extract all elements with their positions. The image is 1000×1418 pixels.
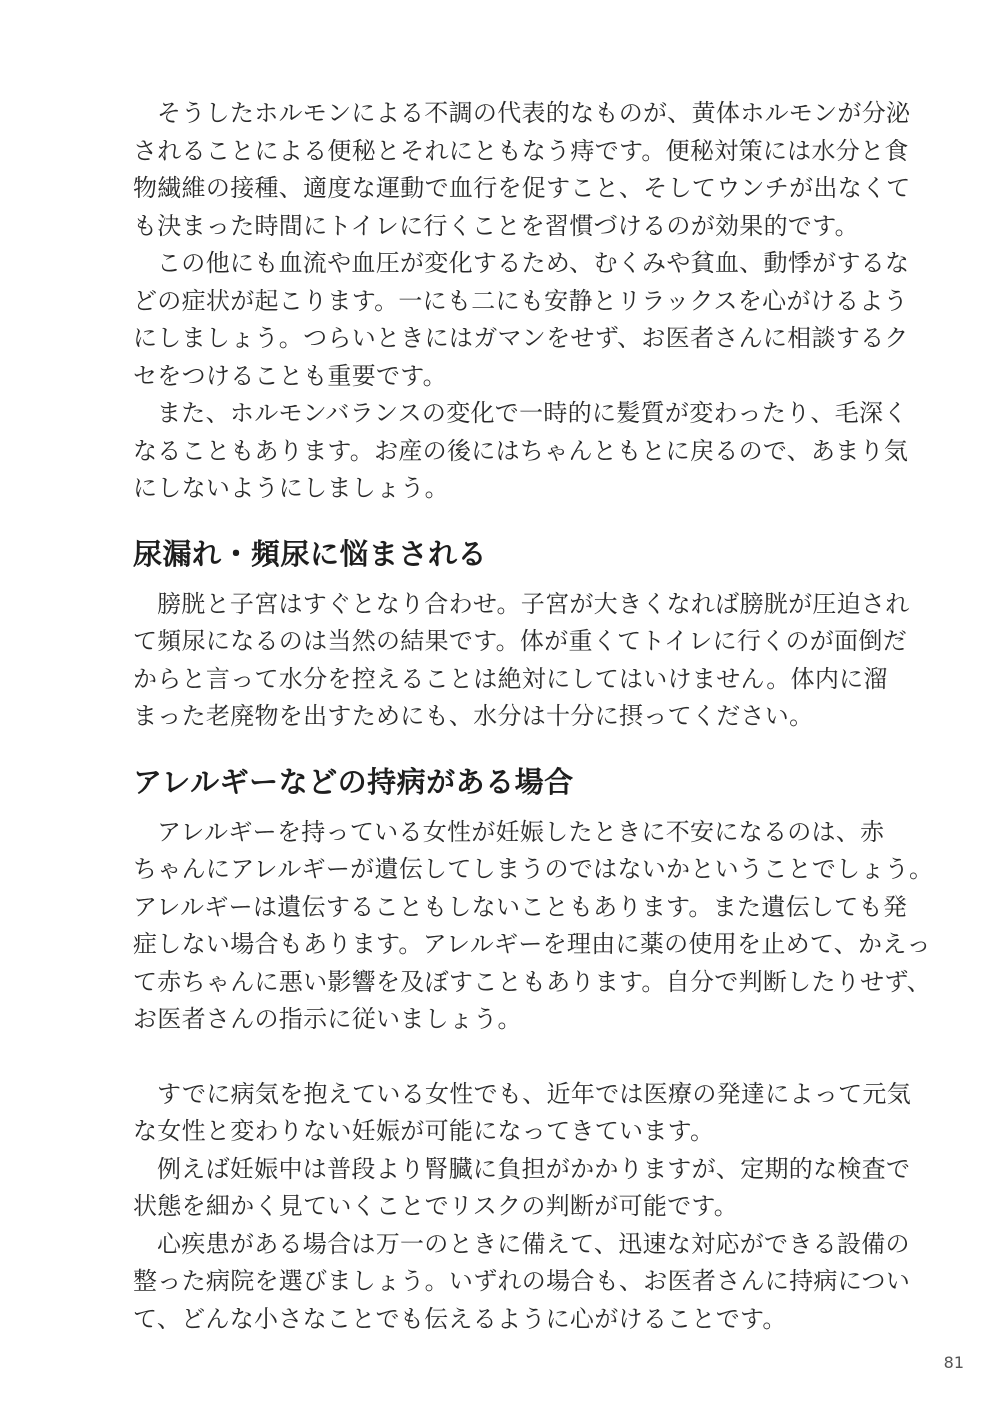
text-line: からと言って水分を控えることは絶対にしてはいけません。体内に溜: [133, 664, 888, 693]
text-line: されることによる便秘とそれにともなう痔です。便秘対策には水分と食: [133, 136, 909, 165]
text-line: 例えば妊娠中は普段より腎臓に負担がかかりますが、定期的な検査で: [157, 1154, 911, 1183]
text-line: また、ホルモンバランスの変化で一時的に髪質が変わったり、毛深く: [157, 399, 908, 427]
text-line: にしましょう。つらいときにはガマンをせず、お医者さんに相談するク: [133, 324, 909, 352]
section-hormone-text: [133, 95, 911, 508]
paragraph-gap: [133, 1039, 893, 1076]
page-number: 81: [943, 1353, 964, 1372]
text-line: すでに病気を抱えている女性でも、近年では医療の発達によって元気: [157, 1079, 912, 1108]
heading-urinary: 尿漏れ・頻尿に悩まされる: [133, 536, 488, 571]
text-line: て赤ちゃんに悪い影響を及ぼすこともあります。自分で判断したりせず、: [133, 967, 932, 996]
text-line: この他にも血流や血圧が変化するため、むくみや貧血、動悸がするな: [157, 249, 910, 277]
text-line: まった老廃物を出すためにも、水分は十分に摂ってください。: [133, 702, 814, 730]
text-line: どの症状が起こります。一にも二にも安静とリラックスを心がけるよう: [133, 286, 908, 315]
text-line: て頻尿になるのは当然の結果です。体が重くてトイレに行くのが面倒だ: [133, 627, 907, 655]
text-line: 症しない場合もあります。アレルギーを理由に薬の使用を止めて、かえっ: [133, 930, 931, 958]
text-line: アレルギーは遺伝することもしないこともあります。また遺伝しても発: [133, 892, 908, 921]
text-line: ちゃんにアレルギーが遺伝してしまうのではないかということでしょう。: [133, 855, 934, 883]
text-line: セをつけることも重要です。: [133, 361, 447, 390]
text-line: 膀胱と子宮はすぐとなり合わせ。子宮が大きくなれば膀胱が圧迫され: [157, 589, 910, 618]
text-line: な女性と変わりない妊娠が可能になってきています。: [133, 1117, 715, 1145]
section-chronic-text: [133, 1076, 912, 1339]
text-line: 物繊維の接種、適度な運動で血行を促すこと、そしてウンチが出なくて: [133, 174, 911, 202]
text-line: にしないようにしましょう。: [133, 474, 449, 502]
text-line: アレルギーを持っている女性が妊娠したときに不安になるのは、赤: [157, 817, 885, 846]
text-line: 状態を細かく見ていくことでリスクの判断が可能です。: [133, 1192, 739, 1220]
text-line: 心疾患がある場合は万一のときに備えて、迅速な対応ができる設備の: [157, 1229, 910, 1258]
text-line: て、どんな小さなことでも伝えるように心がけることです。: [133, 1304, 787, 1333]
text-line: なることもあります。お産の後にはちゃんともとに戻るので、あまり気: [133, 436, 909, 465]
section-allergy-text: [133, 814, 934, 1039]
heading-chronic-illness: アレルギーなどの持病がある場合: [133, 764, 574, 799]
text-line: そうしたホルモンによる不調の代表的なものが、黄体ホルモンが分泌: [157, 99, 911, 127]
text-line: お医者さんの指示に従いましょう。: [133, 1005, 522, 1033]
text-line: 整った病院を選びましょう。いずれの場合も、お医者さんに持病につい: [133, 1267, 911, 1295]
text-line: も決まった時間にトイレに行くことを習慣づけるのが効果的です。: [133, 211, 859, 240]
section-urinary-text: [133, 586, 910, 736]
page-content: [133, 95, 934, 1338]
